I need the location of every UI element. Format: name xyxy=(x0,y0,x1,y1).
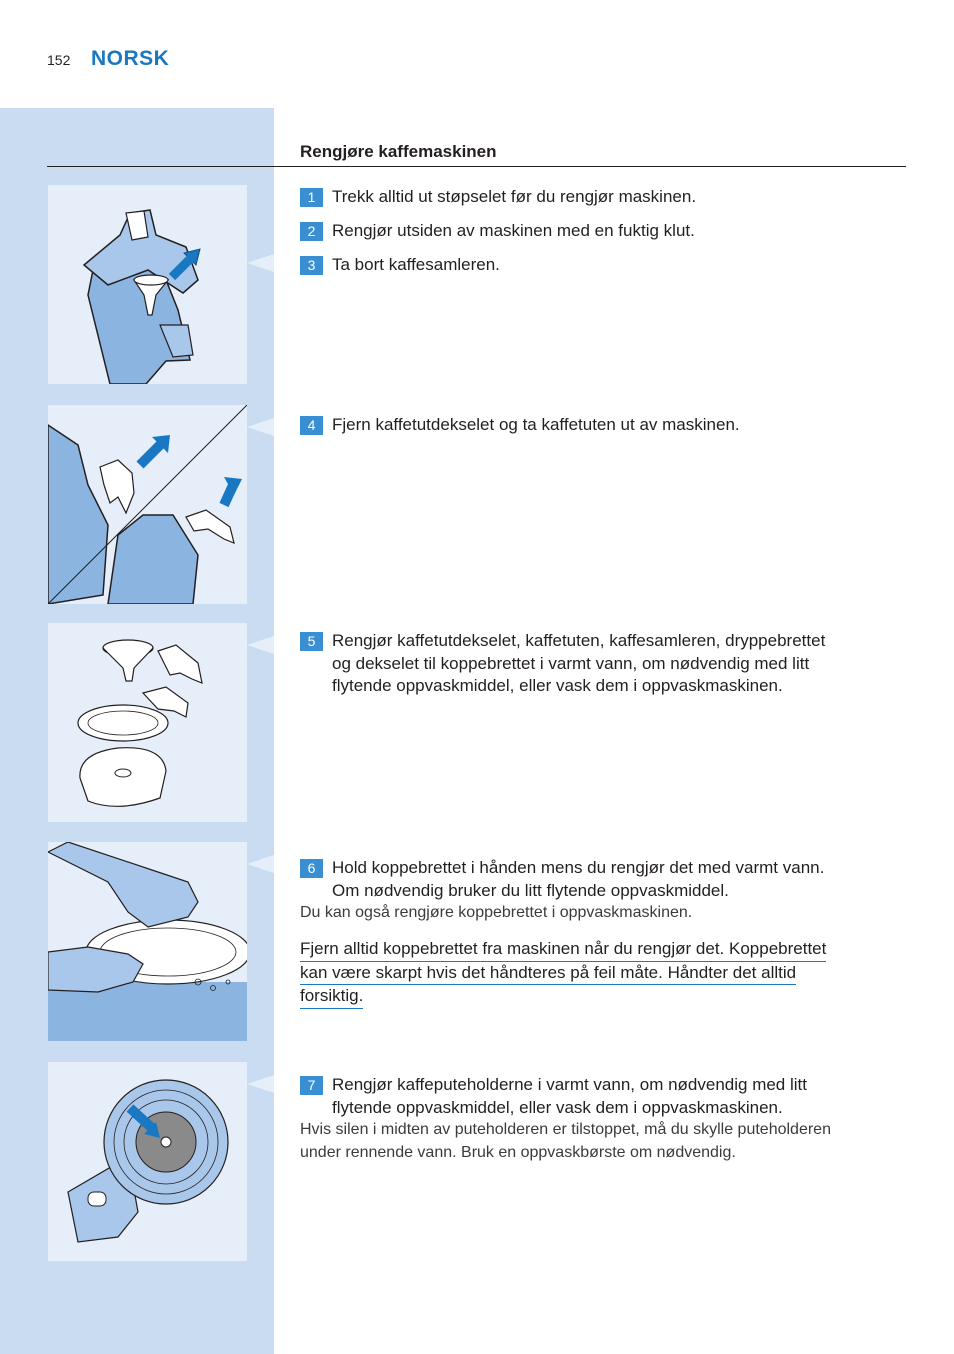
rinse-cup-tray-illustration xyxy=(48,842,247,1041)
remove-spout-cover-illustration xyxy=(48,405,247,604)
panel-pointer xyxy=(247,855,274,873)
step-text: Fjern kaffetutdekselet og ta kaffetuten ut av maskinen. xyxy=(332,415,740,434)
panel-pointer xyxy=(247,1075,274,1093)
step-number-badge: 3 xyxy=(300,256,323,275)
step-number-badge: 2 xyxy=(300,222,323,241)
step-number-badge: 7 xyxy=(300,1076,323,1095)
step-text-line: Rengjør kaffetutdekselet, kaffetuten, kaffesamleren, dryppebrettet xyxy=(332,631,826,650)
step-number-badge: 6 xyxy=(300,859,323,878)
page-number: 152 xyxy=(47,52,71,68)
note-line: Hvis silen i midten av puteholderen er tilstoppet, må du skylle puteholderen xyxy=(300,1121,831,1138)
warning-line: Fjern alltid koppebrettet fra maskinen når du rengjør det. Koppebrettet xyxy=(300,938,826,962)
panel-pointer xyxy=(247,636,274,654)
note-line: under rennende vann. Bruk en oppvaskbørste om nødvendig. xyxy=(300,1143,736,1161)
step-text: Trekk alltid ut støpselet før du rengjør maskinen. xyxy=(332,187,697,206)
title-divider xyxy=(47,166,906,167)
step-number-badge: 1 xyxy=(300,188,323,207)
step-6-note: Du kan også rengjøre koppebrettet i oppvaskmaskinen. xyxy=(300,904,693,921)
step-number-badge: 4 xyxy=(300,416,323,435)
step-text-line: flytende oppvaskmiddel, eller vask dem i oppvaskmaskinen. xyxy=(332,1097,783,1117)
washable-parts-illustration xyxy=(48,623,247,822)
step-text: Rengjør utsiden av maskinen med en fuktig klut. xyxy=(332,221,695,240)
step-6 xyxy=(300,857,906,902)
section-title: Rengjøre kaffemaskinen xyxy=(300,142,497,161)
step-5 xyxy=(300,630,906,698)
warning-line: kan være skarpt hvis det håndteres på feil måte. Håndter det alltid xyxy=(300,962,796,986)
step-text-line: flytende oppvaskmiddel, eller vask dem i oppvaskmaskinen. xyxy=(332,676,783,695)
step-text-line: Rengjør kaffeputeholderne i varmt vann, om nødvendig med litt xyxy=(332,1075,807,1094)
pad-holder-illustration xyxy=(48,1062,247,1261)
step-text-line: og dekselet til koppebrettet i varmt vann, om nødvendig med litt xyxy=(332,653,810,673)
coffee-machine-remove-collector-illustration xyxy=(48,185,247,384)
step-3 xyxy=(300,254,906,277)
panel-pointer xyxy=(247,418,274,436)
step-text: Ta bort kaffesamleren. xyxy=(332,255,500,274)
warning-text xyxy=(300,938,900,1009)
step-7 xyxy=(300,1074,906,1119)
panel-pointer xyxy=(247,254,274,272)
language-heading: NORSK xyxy=(91,47,170,70)
step-4 xyxy=(300,414,906,437)
step-7-note xyxy=(300,1119,910,1164)
step-text-line: Om nødvendig bruker du litt flytende oppvaskmiddel. xyxy=(332,880,729,900)
warning-line: forsiktig. xyxy=(300,985,363,1009)
step-text-line: Hold koppebrettet i hånden mens du rengjør det med varmt vann. xyxy=(332,858,825,877)
step-2 xyxy=(300,220,906,243)
step-1 xyxy=(300,186,906,209)
step-number-badge: 5 xyxy=(300,632,323,651)
